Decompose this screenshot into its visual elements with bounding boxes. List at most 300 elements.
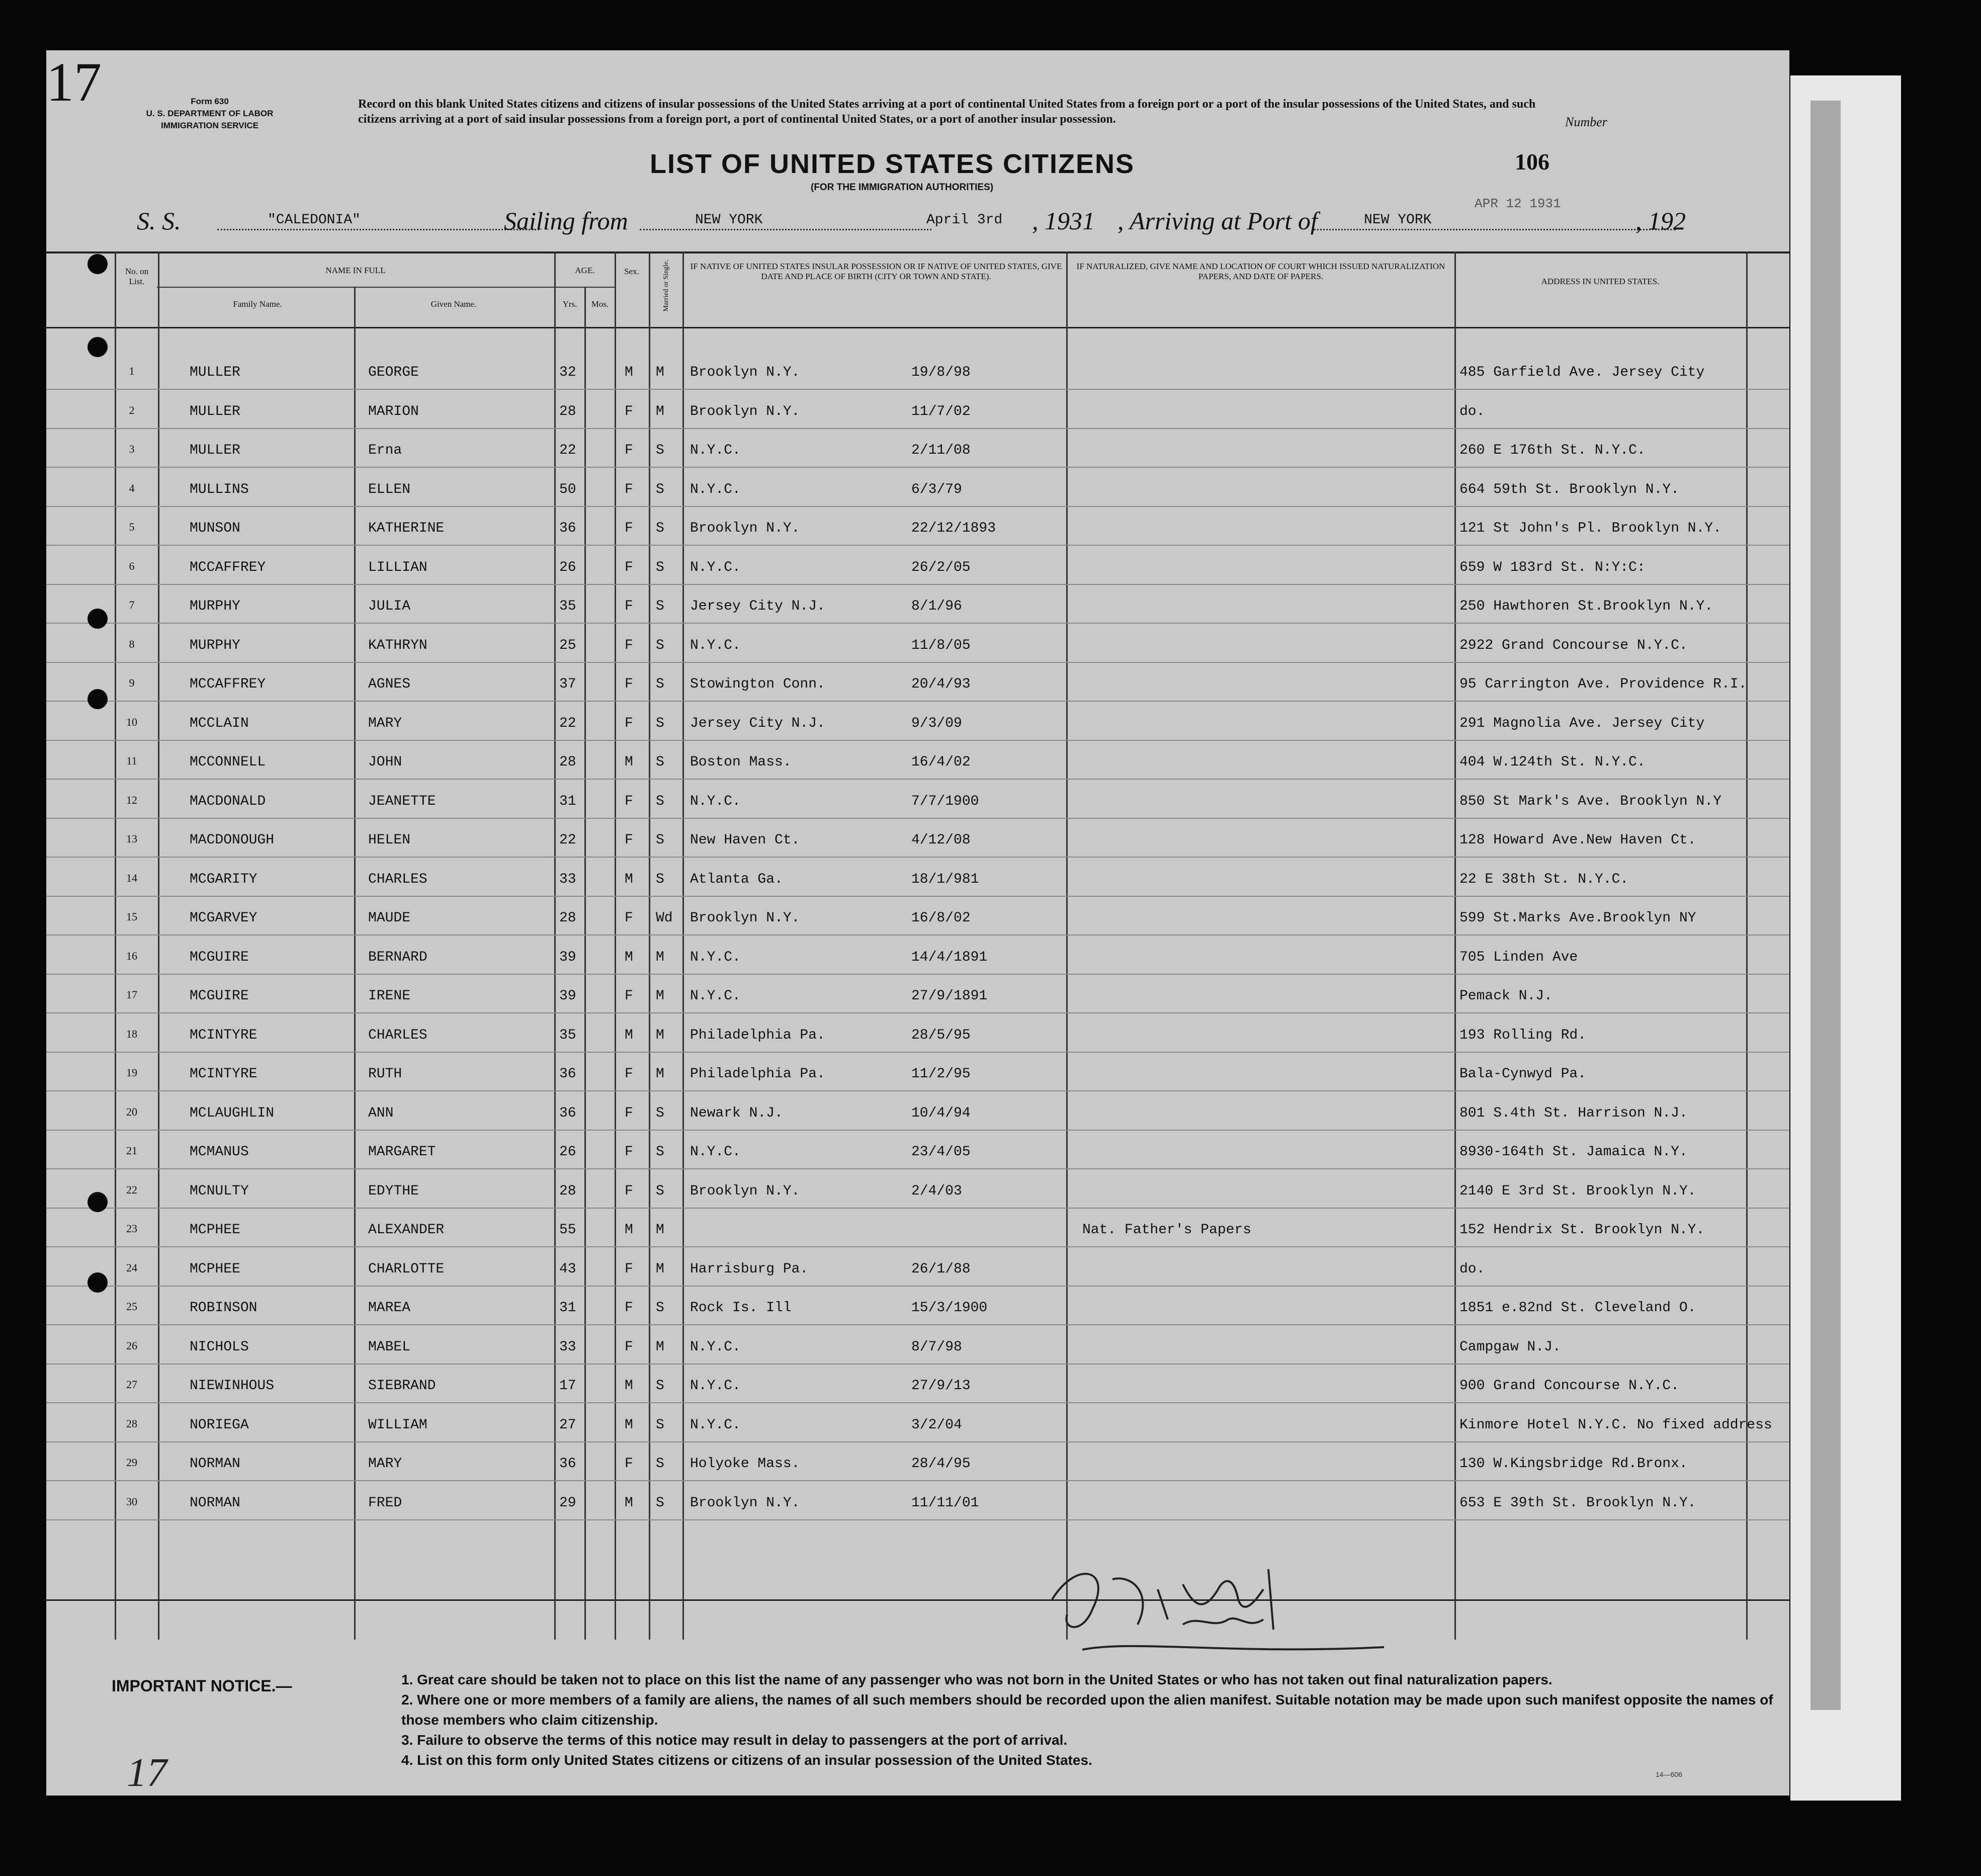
address: 664 59th St. Brooklyn N.Y. (1459, 481, 1679, 497)
sex: F (625, 443, 633, 458)
row-number: 21 (126, 1144, 137, 1157)
given-name: RUTH (368, 1066, 402, 1082)
birth-date: 8/1/96 (911, 599, 962, 614)
arriving-port: NEW YORK (1364, 212, 1432, 228)
birth-date: 11/7/02 (911, 403, 971, 419)
address: Pemack N.J. (1459, 988, 1553, 1004)
family-name: MCLAUGHLIN (190, 1105, 275, 1121)
family-name: MURPHY (190, 637, 240, 653)
sex: F (625, 793, 633, 809)
address: 404 W.124th St. N.Y.C. (1459, 754, 1646, 770)
birth-date: 20/4/93 (911, 676, 971, 692)
col-header-birthplace: IF NATIVE OF UNITED STATES INSULAR POSSESSION OR IF NATIVE OF UNITED STATES, GIVE DATE AND PLACE OF BIRTH (CITY OR TOWN AND STATE). (690, 262, 1062, 281)
age-years: 31 (559, 1300, 576, 1316)
given-name: CHARLOTTE (368, 1261, 445, 1277)
row-rule (46, 818, 1789, 819)
birth-place: N.Y.C. (690, 443, 741, 458)
header-bottom-rule (46, 327, 1789, 328)
given-name: SIEBRAND (368, 1378, 436, 1394)
family-name: MACDONALD (190, 793, 266, 809)
form-number-block (127, 96, 293, 132)
age-years: 33 (559, 871, 576, 887)
family-name: NORMAN (190, 1495, 240, 1511)
arriving-label: , Arriving at Port of (1117, 207, 1318, 235)
family-name: NORMAN (190, 1456, 240, 1472)
row-number: 10 (126, 715, 137, 728)
row-number: 18 (126, 1027, 137, 1040)
passenger-table (46, 251, 1789, 1640)
col-header-married-text: Married or Single. (662, 260, 670, 312)
birth-date: 19/8/98 (911, 365, 971, 380)
marital-status: S (656, 1378, 664, 1394)
row-number: 2 (129, 403, 135, 416)
ss-label: S. S. (137, 207, 181, 235)
col-rule (554, 251, 556, 1640)
marital-status: S (656, 676, 664, 692)
birth-date: 7/7/1900 (911, 793, 979, 809)
row-rule (46, 506, 1789, 507)
birth-place: N.Y.C. (690, 949, 741, 965)
birth-date: 26/2/05 (911, 559, 971, 575)
address: 121 St John's Pl. Brooklyn N.Y. (1459, 521, 1721, 536)
row-rule (46, 1130, 1789, 1131)
name-subhead-rule (157, 287, 599, 288)
given-name: MARY (368, 715, 402, 731)
given-name: ALEXANDER (368, 1222, 445, 1238)
address: 599 St.Marks Ave.Brooklyn NY (1459, 910, 1696, 926)
table-bottom-rule (46, 1599, 1789, 1601)
sailing-label: Sailing from (504, 207, 628, 235)
officer-signature (1032, 1539, 1424, 1670)
row-number: 19 (126, 1066, 137, 1079)
row-rule (46, 1012, 1789, 1013)
sex: F (625, 521, 633, 536)
sex: F (625, 676, 633, 692)
age-years: 22 (559, 443, 576, 458)
row-number: 1 (129, 365, 135, 377)
age-years: 17 (559, 1378, 576, 1394)
notice-lead: IMPORTANT NOTICE.— (112, 1677, 292, 1695)
notice-item: 2. Where one or more members of a family are aliens, the names of all such members should be recorded upon the alien manifest. Suitable notation may be made upon such manifest opposite the names of those members who claim citizenship. (401, 1692, 1773, 1728)
birth-place: Brooklyn N.Y. (690, 403, 800, 419)
row-rule (46, 662, 1789, 663)
row-rule (46, 389, 1789, 390)
family-name: MCGUIRE (190, 949, 249, 965)
age-years: 22 (559, 832, 576, 848)
address: do. (1459, 403, 1485, 419)
address: 8930-164th St. Jamaica N.Y. (1459, 1144, 1688, 1160)
given-name: KATHERINE (368, 521, 445, 536)
address: 152 Hendrix St. Brooklyn N.Y. (1459, 1222, 1705, 1238)
family-name: MULLINS (190, 481, 249, 497)
row-rule (46, 1052, 1789, 1053)
birth-place: Stowington Conn. (690, 676, 825, 692)
sex: F (625, 832, 633, 848)
marital-status: S (656, 443, 664, 458)
family-name: NICHOLS (190, 1339, 249, 1355)
age-years: 55 (559, 1222, 576, 1238)
birth-date: 28/5/95 (911, 1027, 971, 1043)
sex: F (625, 481, 633, 497)
marital-status: M (656, 1222, 664, 1238)
address: 95 Carrington Ave. Providence R.I. (1459, 676, 1747, 692)
given-name: FRED (368, 1495, 402, 1511)
page-edge-shadow (1811, 101, 1841, 1710)
col-rule (158, 251, 159, 1640)
sex: F (625, 715, 633, 731)
sex: F (625, 1339, 633, 1355)
birth-place: N.Y.C. (690, 988, 741, 1004)
row-number: 13 (126, 832, 137, 845)
marital-status: S (656, 832, 664, 848)
age-years: 28 (559, 1183, 576, 1199)
age-years: 36 (559, 521, 576, 536)
form-code: 14—606 (1656, 1770, 1682, 1778)
marital-status: M (656, 988, 664, 1004)
family-name: NORIEGA (190, 1417, 249, 1433)
sex: M (625, 1495, 633, 1511)
row-number: 24 (126, 1261, 137, 1274)
ship-dotline (217, 229, 539, 230)
row-number: 4 (129, 481, 135, 494)
age-years: 26 (559, 559, 576, 575)
marital-status: S (656, 1417, 664, 1433)
age-years: 22 (559, 715, 576, 731)
notice-item: 4. List on this form only United States citizens or citizens of an insular possession of the United States. (401, 1752, 1092, 1768)
marital-status: M (656, 1339, 664, 1355)
col-header-no: No. on List. (125, 267, 149, 286)
birth-place: N.Y.C. (690, 1339, 741, 1355)
address: 130 W.Kingsbridge Rd.Bronx. (1459, 1456, 1688, 1472)
page-subtitle: (FOR THE IMMIGRATION AUTHORITIES) (811, 182, 994, 193)
notice-items (383, 1670, 1789, 1770)
family-name: MCCAFFREY (190, 676, 266, 692)
birth-place: Atlanta Ga. (690, 871, 783, 887)
row-rule (46, 1402, 1789, 1403)
service-label: IMMIGRATION SERVICE (161, 121, 259, 130)
col-rule (354, 287, 356, 1640)
sex: F (625, 1066, 633, 1082)
notice-item: 1. Great care should be taken not to place on this list the name of any passenger who was not born in the United States or who has not taken out final naturalization papers. (401, 1672, 1553, 1687)
birth-place: Brooklyn N.Y. (690, 1495, 800, 1511)
sex: F (625, 1261, 633, 1277)
row-number: 7 (129, 599, 135, 611)
family-name: MULLER (190, 365, 240, 380)
age-years: 25 (559, 637, 576, 653)
address: 291 Magnolia Ave. Jersey City (1459, 715, 1705, 731)
given-name: CHARLES (368, 871, 427, 887)
col-rule (115, 251, 116, 1640)
address: 850 St Mark's Ave. Brooklyn N.Y (1459, 793, 1721, 809)
punch-hole (88, 1272, 108, 1293)
birth-place: N.Y.C. (690, 1417, 741, 1433)
age-years: 36 (559, 1105, 576, 1121)
age-years: 43 (559, 1261, 576, 1277)
address: 705 Linden Ave (1459, 949, 1578, 965)
col-rule (1066, 251, 1068, 1640)
row-rule (46, 428, 1789, 429)
row-number: 8 (129, 637, 135, 650)
birth-place: Jersey City N.J. (690, 599, 825, 614)
sex: M (625, 365, 633, 380)
marital-status: S (656, 793, 664, 809)
given-name: Erna (368, 443, 402, 458)
family-name: MCMANUS (190, 1144, 249, 1160)
age-years: 32 (559, 365, 576, 380)
marital-status: S (656, 1105, 664, 1121)
manifest-page (46, 50, 1789, 1796)
row-rule (46, 1324, 1789, 1325)
birth-date: 2/4/03 (911, 1183, 962, 1199)
marital-status: S (656, 599, 664, 614)
punch-hole (88, 689, 108, 709)
col-rule (649, 251, 650, 1640)
row-rule (46, 857, 1789, 858)
birth-place: Philadelphia Pa. (690, 1066, 825, 1082)
row-rule (46, 1090, 1789, 1091)
marital-status: S (656, 1495, 664, 1511)
sailing-dotline (640, 229, 931, 230)
sex: M (625, 754, 633, 770)
given-name: JOHN (368, 754, 402, 770)
given-name: WILLIAM (368, 1417, 427, 1433)
given-name: EDYTHE (368, 1183, 419, 1199)
row-rule (46, 896, 1789, 897)
sex: F (625, 599, 633, 614)
address: 2140 E 3rd St. Brooklyn N.Y. (1459, 1183, 1696, 1199)
birth-place: New Haven Ct. (690, 832, 800, 848)
given-name: MARGARET (368, 1144, 436, 1160)
marital-status: S (656, 521, 664, 536)
row-number: 27 (126, 1378, 137, 1391)
family-name: NIEWINHOUS (190, 1378, 275, 1394)
table-top-rule (46, 251, 1789, 253)
birth-place: Brooklyn N.Y. (690, 365, 800, 380)
address: Bala-Cynwyd Pa. (1459, 1066, 1587, 1082)
address: 128 Howard Ave.New Haven Ct. (1459, 832, 1696, 848)
marital-status: M (656, 403, 664, 419)
row-number: 22 (126, 1183, 137, 1196)
row-number: 26 (126, 1339, 137, 1352)
address: 2922 Grand Concourse N.Y.C. (1459, 637, 1688, 653)
family-name: MCCLAIN (190, 715, 249, 731)
birth-date: 16/4/02 (911, 754, 971, 770)
birth-date: 10/4/94 (911, 1105, 971, 1121)
row-rule (46, 1246, 1789, 1247)
given-name: LILLIAN (368, 559, 427, 575)
sex: M (625, 1222, 633, 1238)
col-rule (1454, 251, 1456, 1640)
given-name: GEORGE (368, 365, 419, 380)
instruction-text: Record on this blank United States citizens and citizens of insular possessions of the United States arriving at a port of continental United States from a foreign port or a port of the insular possessions of the United States, and such citizens arriving at a port of said insular possessions from a foreign port, a port of continental United States, or a port of another insular possession. (358, 98, 1536, 126)
given-name: ANN (368, 1105, 394, 1121)
col-header-age: AGE. (575, 266, 595, 275)
given-name: MAUDE (368, 910, 411, 926)
marital-status: S (656, 1456, 664, 1472)
birth-date: 15/3/1900 (911, 1300, 988, 1316)
age-years: 31 (559, 793, 576, 809)
given-name: JEANETTE (368, 793, 436, 809)
birth-date: 14/4/1891 (911, 949, 988, 965)
birth-place: N.Y.C. (690, 481, 741, 497)
age-years: 33 (559, 1339, 576, 1355)
marital-status: Wd (656, 910, 673, 926)
sailing-date: April 3rd (926, 212, 1003, 228)
age-years: 26 (559, 1144, 576, 1160)
row-number: 16 (126, 949, 137, 962)
date-stamp: APR 12 1931 (1475, 196, 1561, 211)
sex: M (625, 949, 633, 965)
row-rule (46, 740, 1789, 741)
family-name: MCGARITY (190, 871, 257, 887)
family-name: MCPHEE (190, 1222, 240, 1238)
age-years: 35 (559, 599, 576, 614)
sex: M (625, 1027, 633, 1043)
sex: F (625, 1144, 633, 1160)
family-name: MULLER (190, 443, 240, 458)
row-number: 6 (129, 559, 135, 572)
marital-status: M (656, 365, 664, 380)
birth-date: 8/7/98 (911, 1339, 962, 1355)
birth-date: 9/3/09 (911, 715, 962, 731)
sailing-from: NEW YORK (695, 212, 763, 228)
family-name: MCINTYRE (190, 1066, 257, 1082)
row-rule (46, 545, 1789, 546)
address: 193 Rolling Rd. (1459, 1027, 1587, 1043)
sex: F (625, 1300, 633, 1316)
sex: F (625, 637, 633, 653)
row-rule (46, 623, 1789, 624)
birth-date: 16/8/02 (911, 910, 971, 926)
given-name: MABEL (368, 1339, 411, 1355)
birth-date: 27/9/13 (911, 1378, 971, 1394)
sex: F (625, 1183, 633, 1199)
birth-date: 23/4/05 (911, 1144, 971, 1160)
birth-place: Newark N.J. (690, 1105, 783, 1121)
form-label: Form 630 (191, 97, 229, 106)
sex: F (625, 559, 633, 575)
address: 485 Garfield Ave. Jersey City (1459, 365, 1705, 380)
row-rule (46, 467, 1789, 468)
row-number: 29 (126, 1456, 137, 1469)
department-label: U. S. DEPARTMENT OF LABOR (146, 109, 274, 118)
row-number: 30 (126, 1495, 137, 1508)
row-number: 17 (126, 988, 137, 1001)
row-rule (46, 1168, 1789, 1169)
row-number: 25 (126, 1300, 137, 1313)
family-name: MACDONOUGH (190, 832, 275, 848)
birth-place: Brooklyn N.Y. (690, 910, 800, 926)
number-value: 17 (46, 51, 102, 113)
age-years: 37 (559, 676, 576, 692)
given-name: MARION (368, 403, 419, 419)
address: 659 W 183rd St. N:Y:C: (1459, 559, 1646, 575)
row-number: 11 (126, 754, 137, 767)
address: do. (1459, 1261, 1485, 1277)
address: 801 S.4th St. Harrison N.J. (1459, 1105, 1688, 1121)
naturalization: Nat. Father's Papers (1082, 1222, 1252, 1238)
birth-date: 11/8/05 (911, 637, 971, 653)
page-edge (1790, 75, 1901, 1801)
birth-date: 11/2/95 (911, 1066, 971, 1082)
birth-date: 27/9/1891 (911, 988, 988, 1004)
punch-hole (88, 609, 108, 629)
notice-item: 3. Failure to observe the terms of this notice may result in delay to passengers at the port of arrival. (401, 1732, 1068, 1748)
marital-status: S (656, 637, 664, 653)
address: 250 Hawthoren St.Brooklyn N.Y. (1459, 599, 1713, 614)
marital-status: M (656, 1027, 664, 1043)
sex: F (625, 910, 633, 926)
birth-place: N.Y.C. (690, 1378, 741, 1394)
handwritten-number: 17 (127, 1751, 167, 1795)
age-years: 35 (559, 1027, 576, 1043)
address: 22 E 38th St. N.Y.C. (1459, 871, 1629, 887)
family-name: MCGUIRE (190, 988, 249, 1004)
age-years: 28 (559, 910, 576, 926)
row-rule (46, 1480, 1789, 1481)
year-prefix: , 1931 (1032, 207, 1095, 235)
row-rule (46, 1286, 1789, 1287)
row-rule (46, 1519, 1789, 1520)
family-name: ROBINSON (190, 1300, 257, 1316)
birth-date: 11/11/01 (911, 1495, 979, 1511)
row-rule (46, 584, 1789, 585)
sex: F (625, 988, 633, 1004)
number-label: Number (1565, 115, 1607, 129)
sex: M (625, 1378, 633, 1394)
year-suffix: , 192 (1635, 207, 1686, 235)
sex: M (625, 871, 633, 887)
marital-status: S (656, 871, 664, 887)
given-name: JULIA (368, 599, 411, 614)
marital-status: S (656, 715, 664, 731)
marital-status: M (656, 1066, 664, 1082)
given-name: KATHRYN (368, 637, 427, 653)
punch-hole (88, 1192, 108, 1212)
family-name: MURPHY (190, 599, 240, 614)
col-rule (584, 287, 586, 1640)
row-rule (46, 974, 1789, 975)
given-name: AGNES (368, 676, 411, 692)
given-name: BERNARD (368, 949, 427, 965)
birth-date: 2/11/08 (911, 443, 971, 458)
col-header-mos: Mos. (591, 299, 609, 309)
birth-date: 26/1/88 (911, 1261, 971, 1277)
row-rule (46, 1208, 1789, 1209)
birth-date: 3/2/04 (911, 1417, 962, 1433)
address: 653 E 39th St. Brooklyn N.Y. (1459, 1495, 1696, 1511)
given-name: ELLEN (368, 481, 411, 497)
birth-place: Philadelphia Pa. (690, 1027, 825, 1043)
arriving-dotline (1314, 229, 1676, 230)
marital-status: S (656, 1144, 664, 1160)
birth-date: 4/12/08 (911, 832, 971, 848)
row-rule (46, 934, 1789, 935)
row-number: 9 (129, 676, 135, 689)
given-name: MARY (368, 1456, 402, 1472)
col-header-sex: Sex. (624, 267, 639, 276)
family-name: MCPHEE (190, 1261, 240, 1277)
given-name: CHARLES (368, 1027, 427, 1043)
given-name: MAREA (368, 1300, 411, 1316)
punch-hole (88, 254, 108, 274)
row-rule (46, 1363, 1789, 1365)
age-years: 28 (559, 403, 576, 419)
birth-date: 6/3/79 (911, 481, 962, 497)
family-name: MUNSON (190, 521, 240, 536)
marital-status: M (656, 949, 664, 965)
address: 900 Grand Concourse N.Y.C. (1459, 1378, 1679, 1394)
